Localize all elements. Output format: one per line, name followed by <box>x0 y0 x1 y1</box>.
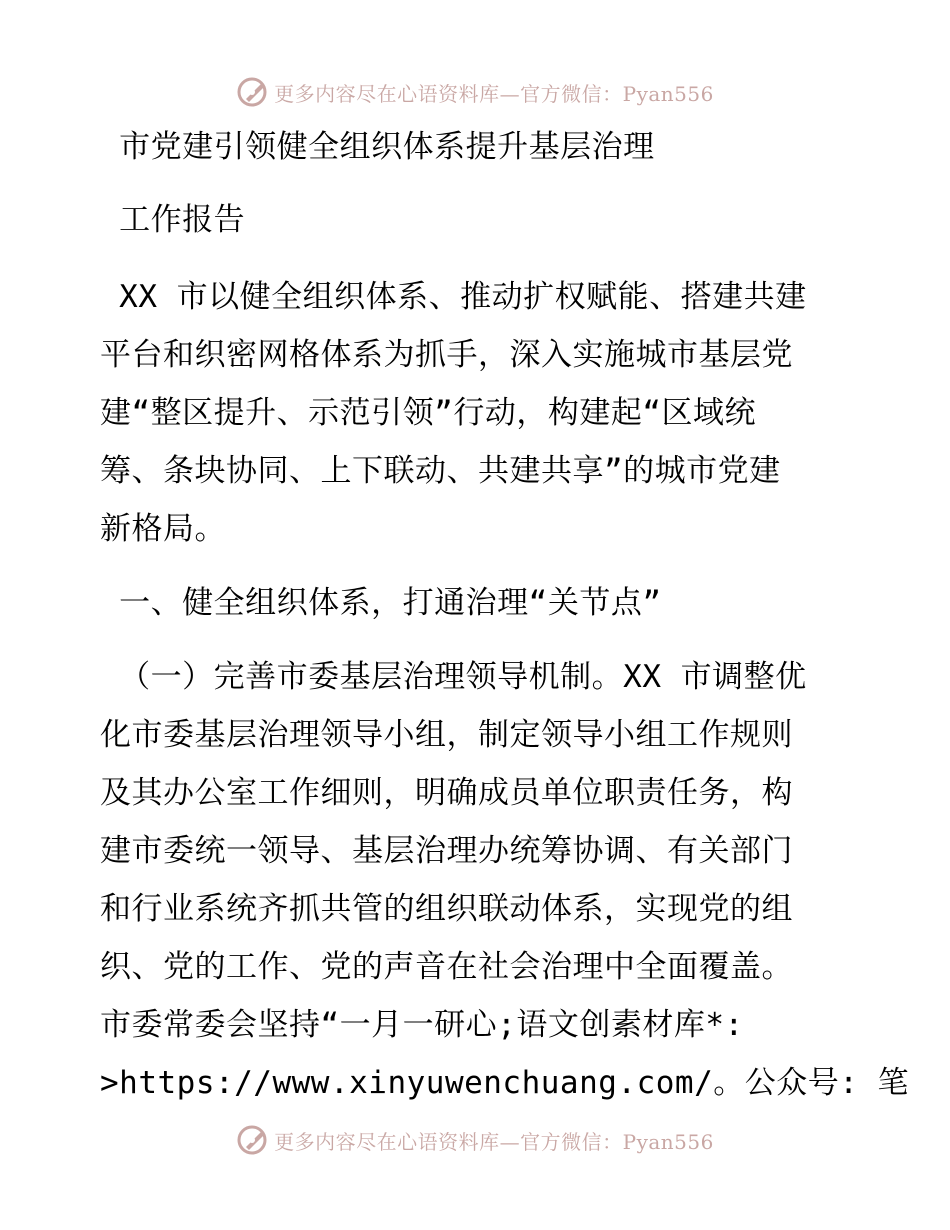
paragraph-line: 织、党的工作、党的声音在社会治理中全面覆盖。 <box>100 949 793 985</box>
watermark-banner-bottom <box>0 1120 950 1160</box>
watermark-banner-top <box>0 72 950 112</box>
paragraph-line: 筹、条块协同、上下联动、共建共享”的城市党建 <box>100 453 781 489</box>
paragraph-line: （一）完善市委基层治理领导机制。XX 市调整优 <box>100 659 807 695</box>
paragraph-line: 和行业系统齐抓共管的组织联动体系，实现党的组 <box>100 891 793 927</box>
pen-logo-icon <box>236 75 270 109</box>
paragraph-line: XX 市以健全组织体系、推动扩权赋能、搭建共建 <box>100 279 807 315</box>
title-line-1: 市党建引领健全组织体系提升基层治理 <box>100 129 655 165</box>
paragraph-line: 化市委基层治理领导小组，制定领导小组工作规则 <box>100 717 793 753</box>
watermark-text: 更多内容尽在心语资料库—官方微信：Pyan556 <box>274 81 714 106</box>
title-line-2: 工作报告 <box>100 202 246 238</box>
section-heading: 一、健全组织体系，打通治理“关节点” <box>100 585 662 621</box>
paragraph-line: >https://www.xinyuwenchuang.com/。公众号: 笔 <box>100 1065 910 1101</box>
paragraph-line: 市委常委会坚持“一月一研心;语文创素材库*: <box>100 1007 744 1043</box>
paragraph-line: 新格局。 <box>100 511 226 547</box>
watermark-text: 更多内容尽在心语资料库—官方微信：Pyan556 <box>274 1129 714 1154</box>
paragraph-line: 及其办公室工作细则，明确成员单位职责任务，构 <box>100 775 793 811</box>
paragraph-line: 建市委统一领导、基层治理办统筹协调、有关部门 <box>100 833 793 869</box>
paragraph-line: 建“整区提升、示范引领”行动，构建起“区域统 <box>100 395 756 431</box>
pen-logo-icon <box>236 1123 270 1157</box>
paragraph-line: 平台和织密网格体系为抓手，深入实施城市基层党 <box>100 337 793 373</box>
